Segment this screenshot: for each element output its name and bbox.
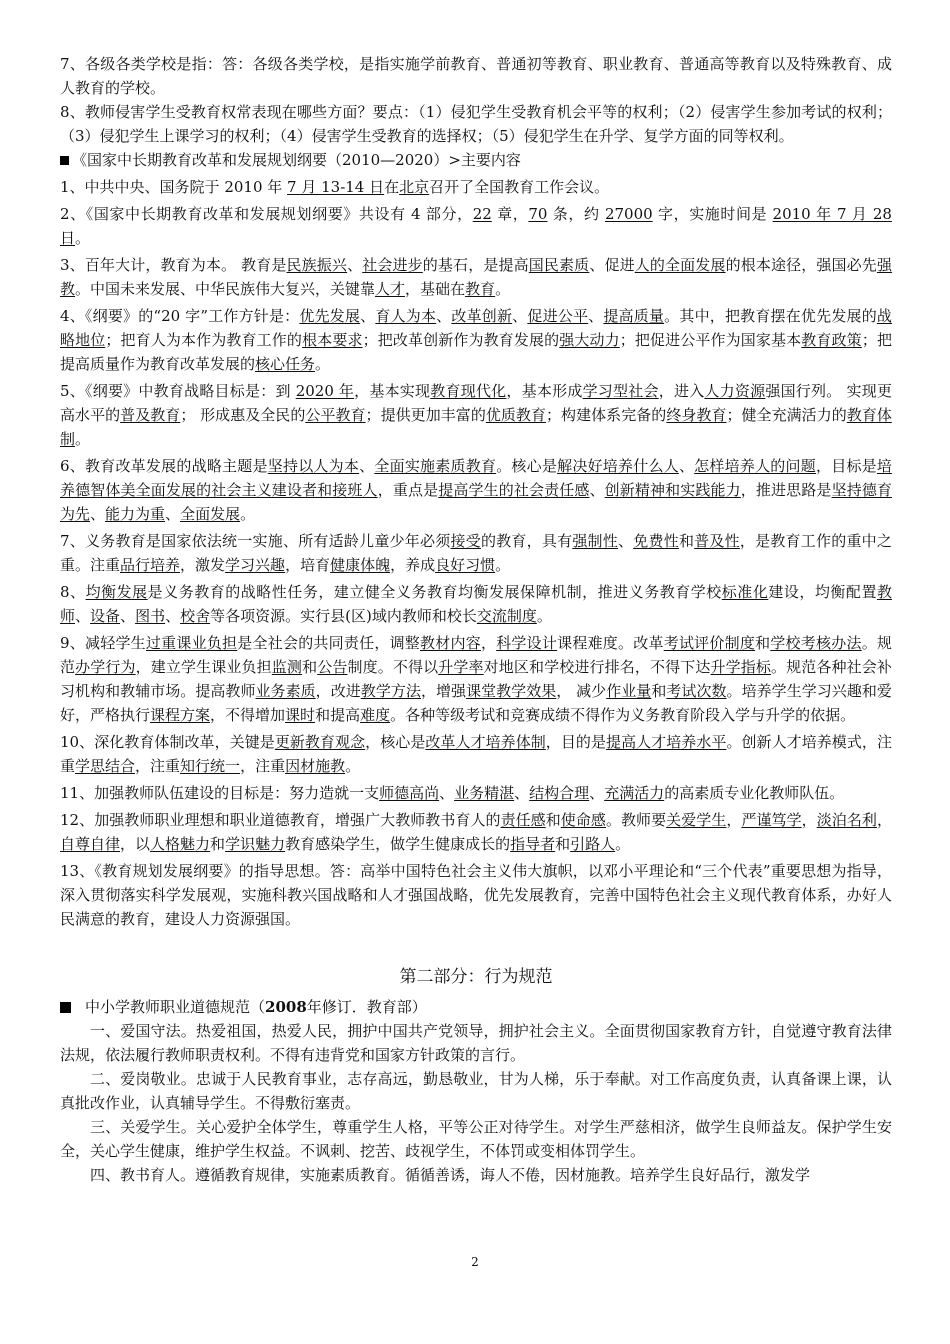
text-segment: 4、《纲要》的“20 字”工作方针是：: [60, 307, 300, 325]
text-segment: 2、《国家中长期教育改革和发展规划纲要》共设有 4 部分，: [60, 205, 473, 223]
text-segment: ，注重: [240, 757, 286, 775]
underlined-keyword: 学习兴趣: [225, 556, 286, 574]
underlined-keyword: 怎样培养人的问题: [694, 457, 816, 475]
square-bullet-icon: [60, 156, 69, 165]
underlined-keyword: 因材施教: [285, 757, 346, 775]
text-segment: 条，约: [547, 205, 605, 223]
underlined-keyword: 课时: [285, 706, 316, 724]
text-segment: 8、: [60, 583, 86, 601]
underlined-keyword: 民族振兴: [286, 256, 348, 274]
underlined-keyword: 坚持以人为本: [267, 457, 360, 475]
underlined-keyword: 设备: [90, 607, 121, 625]
text-segment: 。: [75, 430, 91, 448]
underlined-keyword: 强制性: [572, 532, 619, 550]
text-segment: 和: [755, 634, 771, 652]
text-segment: 、: [436, 307, 452, 325]
underlined-keyword: 人的全面发展: [634, 256, 726, 274]
text-segment: 。中国未来发展、中华民族伟大复兴，关键靠: [75, 280, 376, 298]
underlined-keyword: 社会进步: [362, 256, 423, 274]
text-segment: 。: [345, 757, 361, 775]
text-segment: ，: [876, 811, 892, 829]
underlined-keyword: 强大动力: [559, 331, 620, 349]
text-segment: 、: [347, 256, 363, 274]
underlined-keyword: 教学方法: [360, 682, 421, 700]
underlined-keyword: 提高质量: [603, 307, 665, 325]
text-segment: 和: [210, 835, 226, 853]
text-segment: 制度。不得以: [347, 658, 439, 676]
underlined-keyword: 教育现代化: [430, 382, 507, 400]
text-segment: 建设，均衡配置: [768, 583, 877, 601]
underlined-keyword: 改革创新: [451, 307, 513, 325]
underlined-keyword: 全面发展: [180, 505, 241, 523]
underlined-keyword: 70: [528, 205, 548, 223]
underlined-keyword: 充满活力: [604, 784, 665, 802]
text-segment: 、: [439, 784, 455, 802]
underlined-keyword: 北京: [399, 178, 430, 196]
underlined-keyword: 升学指标: [710, 658, 772, 676]
underlined-keyword: 学习型社会: [582, 382, 659, 400]
underlined-keyword: 师德高尚: [379, 784, 440, 802]
text-segment: 等各项资源。实行县(区)域内教师和校长: [210, 607, 477, 625]
text-segment: 、: [165, 505, 181, 523]
text-segment: ，激发: [180, 556, 226, 574]
underlined-keyword: 业务精湛: [454, 784, 515, 802]
underlined-keyword: 业务素质: [255, 682, 316, 700]
text-segment: 、: [75, 607, 91, 625]
text-segment: 7、义务教育是国家依法统一实施、所有适龄儿童少年必须: [60, 532, 451, 550]
text-segment: 、: [514, 784, 530, 802]
code-heading: [60, 995, 892, 1019]
underlined-keyword: 考试评价制度: [663, 634, 756, 652]
underlined-keyword: 培养德智体美全面发展的社会主义建设者和接班人: [60, 457, 892, 499]
text-segment: ；健全充满活力的: [726, 406, 847, 424]
underlined-keyword: 国民素质: [528, 256, 590, 274]
text-segment: ，基本实现: [354, 382, 431, 400]
underlined-keyword: 改革人才培养体制: [425, 733, 546, 751]
gangyao-item-8: [60, 580, 892, 628]
gangyao-item-3: [60, 253, 892, 301]
text-segment: 。其中，把教育摆在优先发展的: [664, 307, 877, 325]
gangyao-item-1: [60, 175, 892, 199]
text-segment: ，是教育工作的重中之重。注重: [60, 532, 892, 574]
text-segment: 3、百年大计，教育为本。 教育是: [60, 256, 287, 274]
underlined-keyword: 提高学生的社会责任感: [438, 481, 590, 499]
underlined-keyword: 人格魅力: [150, 835, 211, 853]
gangyao-heading: [60, 148, 892, 172]
text-segment: 教育感染学生，做学生健康成长的: [285, 835, 511, 853]
underlined-keyword: 优先发展: [299, 307, 361, 325]
underlined-keyword: 责任感: [500, 811, 546, 829]
underlined-keyword: 图书: [135, 607, 166, 625]
text-segment: 、: [618, 532, 634, 550]
text-segment: 是义务教育的战略性任务，建立健全义务教育均衡发展保障机制，推进义务教育学校: [147, 583, 722, 601]
gangyao-item-10: [60, 730, 892, 778]
text-segment: ；构建体系完备的: [546, 406, 667, 424]
text-segment: 1、中共中央、国务院于 2010 年: [60, 178, 288, 196]
text-segment: 。规范各种社会补习机构和教辅市场。提高教师: [60, 658, 892, 700]
text-segment: 的根本途径，强国必先: [725, 256, 877, 274]
text-segment: 、促进: [589, 256, 635, 274]
text-segment: 11、加强教师队伍建设的目标是：努力造就一支: [60, 784, 380, 802]
text-segment: 、: [589, 784, 605, 802]
code-item-2: 二、爱岗敬业。忠诚于人民教育事业，志存高远，勤恳敬业，甘为人梯，乐于奉献。对工作高度负责，认真备课上课，认真批改作业，认真辅导学生。不得敷衍塞责。: [60, 1070, 892, 1112]
text-segment: 。创新人才培养模式，注重: [60, 733, 892, 775]
underlined-keyword: 创新精神和实践能力: [604, 481, 741, 499]
underlined-keyword: 优质教育: [485, 406, 547, 424]
underlined-keyword: 学校考核办法: [770, 634, 862, 652]
text-segment: ，不得增加: [210, 706, 286, 724]
underlined-keyword: 学思结合: [75, 757, 136, 775]
text-segment: 。培养学生学习兴趣和爱好，严格执行: [60, 682, 892, 724]
text-segment: 。: [240, 505, 256, 523]
text-segment: ，改进: [315, 682, 361, 700]
code-item-4: 四、教书育人。遵循教育规律，实施素质教育。循循善诱，诲人不倦，因材施教。培养学生良好品行，激发学: [90, 1166, 811, 1184]
underlined-keyword: 课堂教学效果: [466, 682, 557, 700]
underlined-keyword: 根本要求: [302, 331, 363, 349]
underlined-keyword: 均衡发展: [85, 583, 148, 601]
text-segment: 10、深化教育体制改革，关键是: [60, 733, 275, 751]
gangyao-item-11: [60, 781, 892, 805]
text-segment: ，重点是: [377, 481, 439, 499]
document-page: [60, 52, 892, 1187]
underlined-keyword: 使命感: [560, 811, 606, 829]
text-segment: 召开了全国教育工作会议。: [429, 178, 610, 196]
text-segment: 、: [678, 457, 695, 475]
underlined-keyword: 人力资源: [704, 382, 766, 400]
text-segment: ，: [480, 634, 497, 652]
underlined-keyword: 难度: [360, 706, 391, 724]
text-segment: 对地区和学校进行排名，不得下达: [483, 658, 711, 676]
underlined-keyword: 良好习惯: [435, 556, 496, 574]
underlined-keyword: 更新教育观念: [274, 733, 366, 751]
underlined-keyword: 品行培养: [120, 556, 181, 574]
text-segment: 6、教育改革发展的战略主题是: [60, 457, 268, 475]
text-segment: 。核心是: [496, 457, 558, 475]
underlined-keyword: 标准化: [721, 583, 769, 601]
text-segment: ，目标是: [816, 457, 877, 475]
text-segment: 是全社会的共同责任，调整: [237, 634, 421, 652]
gangyao-item-9: [60, 631, 892, 727]
text-segment: 。: [315, 355, 331, 373]
square-bullet-icon: [60, 1002, 71, 1013]
text-segment: 9、减轻学生: [60, 634, 146, 652]
text-segment: 5、《纲要》中教育战略目标是：到: [60, 382, 296, 400]
underlined-keyword: 普及性: [694, 532, 740, 550]
text-segment: 的高素质专业化教师队伍。: [664, 784, 845, 802]
underlined-keyword: 关爱学生: [666, 811, 727, 829]
underlined-keyword: 2020 年: [295, 382, 355, 400]
text-segment: ，进入: [658, 382, 705, 400]
gangyao-item-4: [60, 304, 892, 376]
underlined-keyword: 27000: [604, 205, 653, 223]
underlined-keyword: 能力为重: [105, 505, 166, 523]
underlined-keyword: 办学行为: [75, 658, 136, 676]
gangyao-item-12: [60, 808, 892, 856]
text-segment: ；把育人为本作为教育工作的: [105, 331, 303, 349]
text-segment: 和提高: [315, 706, 361, 724]
underlined-keyword: 交流制度: [476, 607, 537, 625]
text-segment: 、: [588, 307, 604, 325]
gangyao-heading-text: 《国家中长期教育改革和发展规划纲要（2010—2020）>主要内容: [72, 151, 521, 169]
text-segment: ；把改革创新作为教育发展的: [362, 331, 560, 349]
underlined-keyword: 知行统一: [180, 757, 241, 775]
text-segment: 和: [555, 835, 571, 853]
underlined-keyword: 健康体魄: [330, 556, 391, 574]
underlined-keyword: 战略地位: [60, 307, 892, 349]
underlined-keyword: 课程方案: [150, 706, 211, 724]
item-7-schools: 7、各级各类学校是指：答：各级各类学校，是指实施学前教育、普通初等教育、职业教育、普通高等教育以及特殊教育、成人教育的学校。: [60, 55, 892, 97]
text-segment: ，: [801, 811, 817, 829]
text-segment: ，建立学生课业负担: [135, 658, 272, 676]
text-segment: 在: [384, 178, 400, 196]
text-segment: ，目的是: [545, 733, 607, 751]
text-segment: 。: [615, 835, 631, 853]
underlined-keyword: 接受: [450, 532, 481, 550]
underlined-keyword: 终身教育: [666, 406, 727, 424]
text-segment: ，: [726, 811, 742, 829]
code-item-1: 一、爱国守法。热爱祖国，热爱人民，拥护中国共产党领导，拥护社会主义。全面贯彻国家教育方针，自觉遵守教育法律法规，依法履行教师职责权利。不得有违背党和国家方针政策的言行。: [60, 1022, 892, 1064]
underlined-keyword: 教师: [60, 583, 892, 625]
underlined-keyword: 学识魅力: [225, 835, 286, 853]
underlined-keyword: 自尊自律: [60, 835, 121, 853]
underlined-keyword: 促进公平: [527, 307, 589, 325]
underlined-keyword: 教育: [465, 280, 496, 298]
underlined-keyword: 全面实施素质教育: [374, 457, 497, 475]
text-segment: ；把提高质量作为教育改革发展的: [60, 331, 892, 373]
item-8-rights: 8、教师侵害学生受教育权常表现在哪些方面？要点：（1）侵犯学生受教育机会平等的权利；（2）侵害学生参加考试的权利；（3）侵犯学生上课学习的权利；（4）侵害学生受教育的选择权；（5）侵犯学生在升学、复学方面的同等权利。: [60, 103, 892, 145]
text-segment: 、: [90, 505, 106, 523]
text-segment: 、: [120, 607, 136, 625]
gangyao-item-13: 13、《教育规划发展纲要》的指导思想。答：高举中国特色社会主义伟大旗帜，以邓小平理论和“三个代表”重要思想为指导，深入贯彻落实科学发展观，实施科教兴国战略和人才强国战略，优先发展教育，完善中国特色社会主义现代教育体系，办好人民满意的教育，建设人力资源强国。: [60, 862, 892, 928]
gangyao-item-5: [60, 379, 892, 451]
text-segment: ；提供更加丰富的: [365, 406, 486, 424]
underlined-keyword: 引路人: [570, 835, 616, 853]
text-segment: 12、加强教师职业理想和职业道德教育，增强广大教师教书育人的: [60, 811, 501, 829]
underlined-keyword: 监测: [271, 658, 303, 676]
text-segment: 、: [165, 607, 181, 625]
text-segment: ，注重: [135, 757, 181, 775]
underlined-keyword: 7 月 13-14 日: [287, 178, 385, 196]
text-segment: 字，实施时间是: [652, 205, 773, 223]
code-heading-year: 2008: [265, 998, 307, 1016]
text-segment: 、: [589, 481, 605, 499]
underlined-keyword: 2010 年 7 月 28 日: [60, 205, 892, 247]
underlined-keyword: 育人为本: [375, 307, 437, 325]
text-segment: ，推进思路是: [740, 481, 832, 499]
gangyao-item-7: [60, 529, 892, 577]
underlined-keyword: 升学率: [438, 658, 484, 676]
page-number: 2: [471, 1255, 479, 1269]
text-segment: 的基石，是提高: [422, 256, 529, 274]
underlined-keyword: 坚持德育为先: [60, 481, 892, 523]
text-segment: 、: [512, 307, 528, 325]
underlined-keyword: 公平教育: [305, 406, 366, 424]
text-segment: ，核心是: [365, 733, 426, 751]
text-segment: 。: [75, 229, 91, 247]
underlined-keyword: 人才: [375, 280, 406, 298]
underlined-keyword: 考试次数: [666, 682, 727, 700]
code-item-3: 三、关爱学生。关心爱护全体学生，尊重学生人格，平等公正对待学生。对学生严慈相济，做学生良师益友。保护学生安全，关心学生健康，维护学生权益。不讽刺、挖苦、歧视学生，不体罚或变相体罚学生。: [60, 1118, 892, 1160]
text-segment: 强国行列。 实现更高水平的: [60, 382, 892, 424]
underlined-keyword: 校舍: [180, 607, 211, 625]
text-segment: 。: [536, 607, 552, 625]
underlined-keyword: 指导者: [510, 835, 556, 853]
underlined-keyword: 公告: [317, 658, 348, 676]
underlined-keyword: 严谨笃学: [741, 811, 802, 829]
underlined-keyword: 22: [472, 205, 492, 223]
underlined-keyword: 淡泊名利: [816, 811, 877, 829]
text-segment: ，增强: [420, 682, 467, 700]
text-segment: 章，: [491, 205, 529, 223]
text-segment: ，基本形成: [506, 382, 583, 400]
underlined-keyword: 教育体制: [60, 406, 892, 448]
gangyao-item-6: [60, 454, 892, 526]
underlined-keyword: 过重课业负担: [145, 634, 238, 652]
underlined-keyword: 免费性: [633, 532, 679, 550]
text-segment: ； 形成惠及全民的: [180, 406, 306, 424]
text-segment: 。各种等级考试和竞赛成绩不得作为义务教育阶段入学与升学的依据。: [390, 706, 856, 724]
text-segment: 。规范: [60, 634, 892, 676]
text-segment: 、: [360, 307, 376, 325]
section-title: 第二部分：行为规范: [399, 967, 553, 987]
text-segment: 和: [302, 658, 318, 676]
underlined-keyword: 作业量: [606, 682, 652, 700]
underlined-keyword: 教材内容: [420, 634, 481, 652]
underlined-keyword: 普及教育: [120, 406, 181, 424]
underlined-keyword: 解决好培养什么人: [557, 457, 679, 475]
underlined-keyword: 强教: [60, 256, 892, 298]
text-segment: ，基础在: [405, 280, 466, 298]
text-segment: ， 减少: [556, 682, 607, 700]
text-segment: 。: [495, 280, 511, 298]
text-segment: ，以: [120, 835, 151, 853]
text-segment: 的教育，具有: [480, 532, 573, 550]
underlined-keyword: 结构合理: [529, 784, 590, 802]
text-segment: 和: [651, 682, 667, 700]
text-segment: 。教师要: [605, 811, 667, 829]
text-segment: 、: [359, 457, 375, 475]
text-segment: ，养成: [390, 556, 436, 574]
text-segment: 课程难度。改革: [557, 634, 664, 652]
underlined-keyword: 教育政策: [801, 331, 862, 349]
code-heading-text: 中小学教师职业道德规范（: [85, 998, 266, 1016]
text-segment: 。: [495, 556, 511, 574]
underlined-keyword: 提高人才培养水平: [606, 733, 727, 751]
gangyao-item-2: [60, 202, 892, 250]
text-segment: ，培育: [285, 556, 331, 574]
text-segment: ；把促进公平作为国家基本: [619, 331, 802, 349]
underlined-keyword: 核心任务: [255, 355, 316, 373]
underlined-keyword: 科学设计: [496, 634, 558, 652]
code-heading-rest: 年修订．教育部）: [306, 998, 427, 1016]
text-segment: 和: [678, 532, 695, 550]
text-segment: 和: [545, 811, 561, 829]
